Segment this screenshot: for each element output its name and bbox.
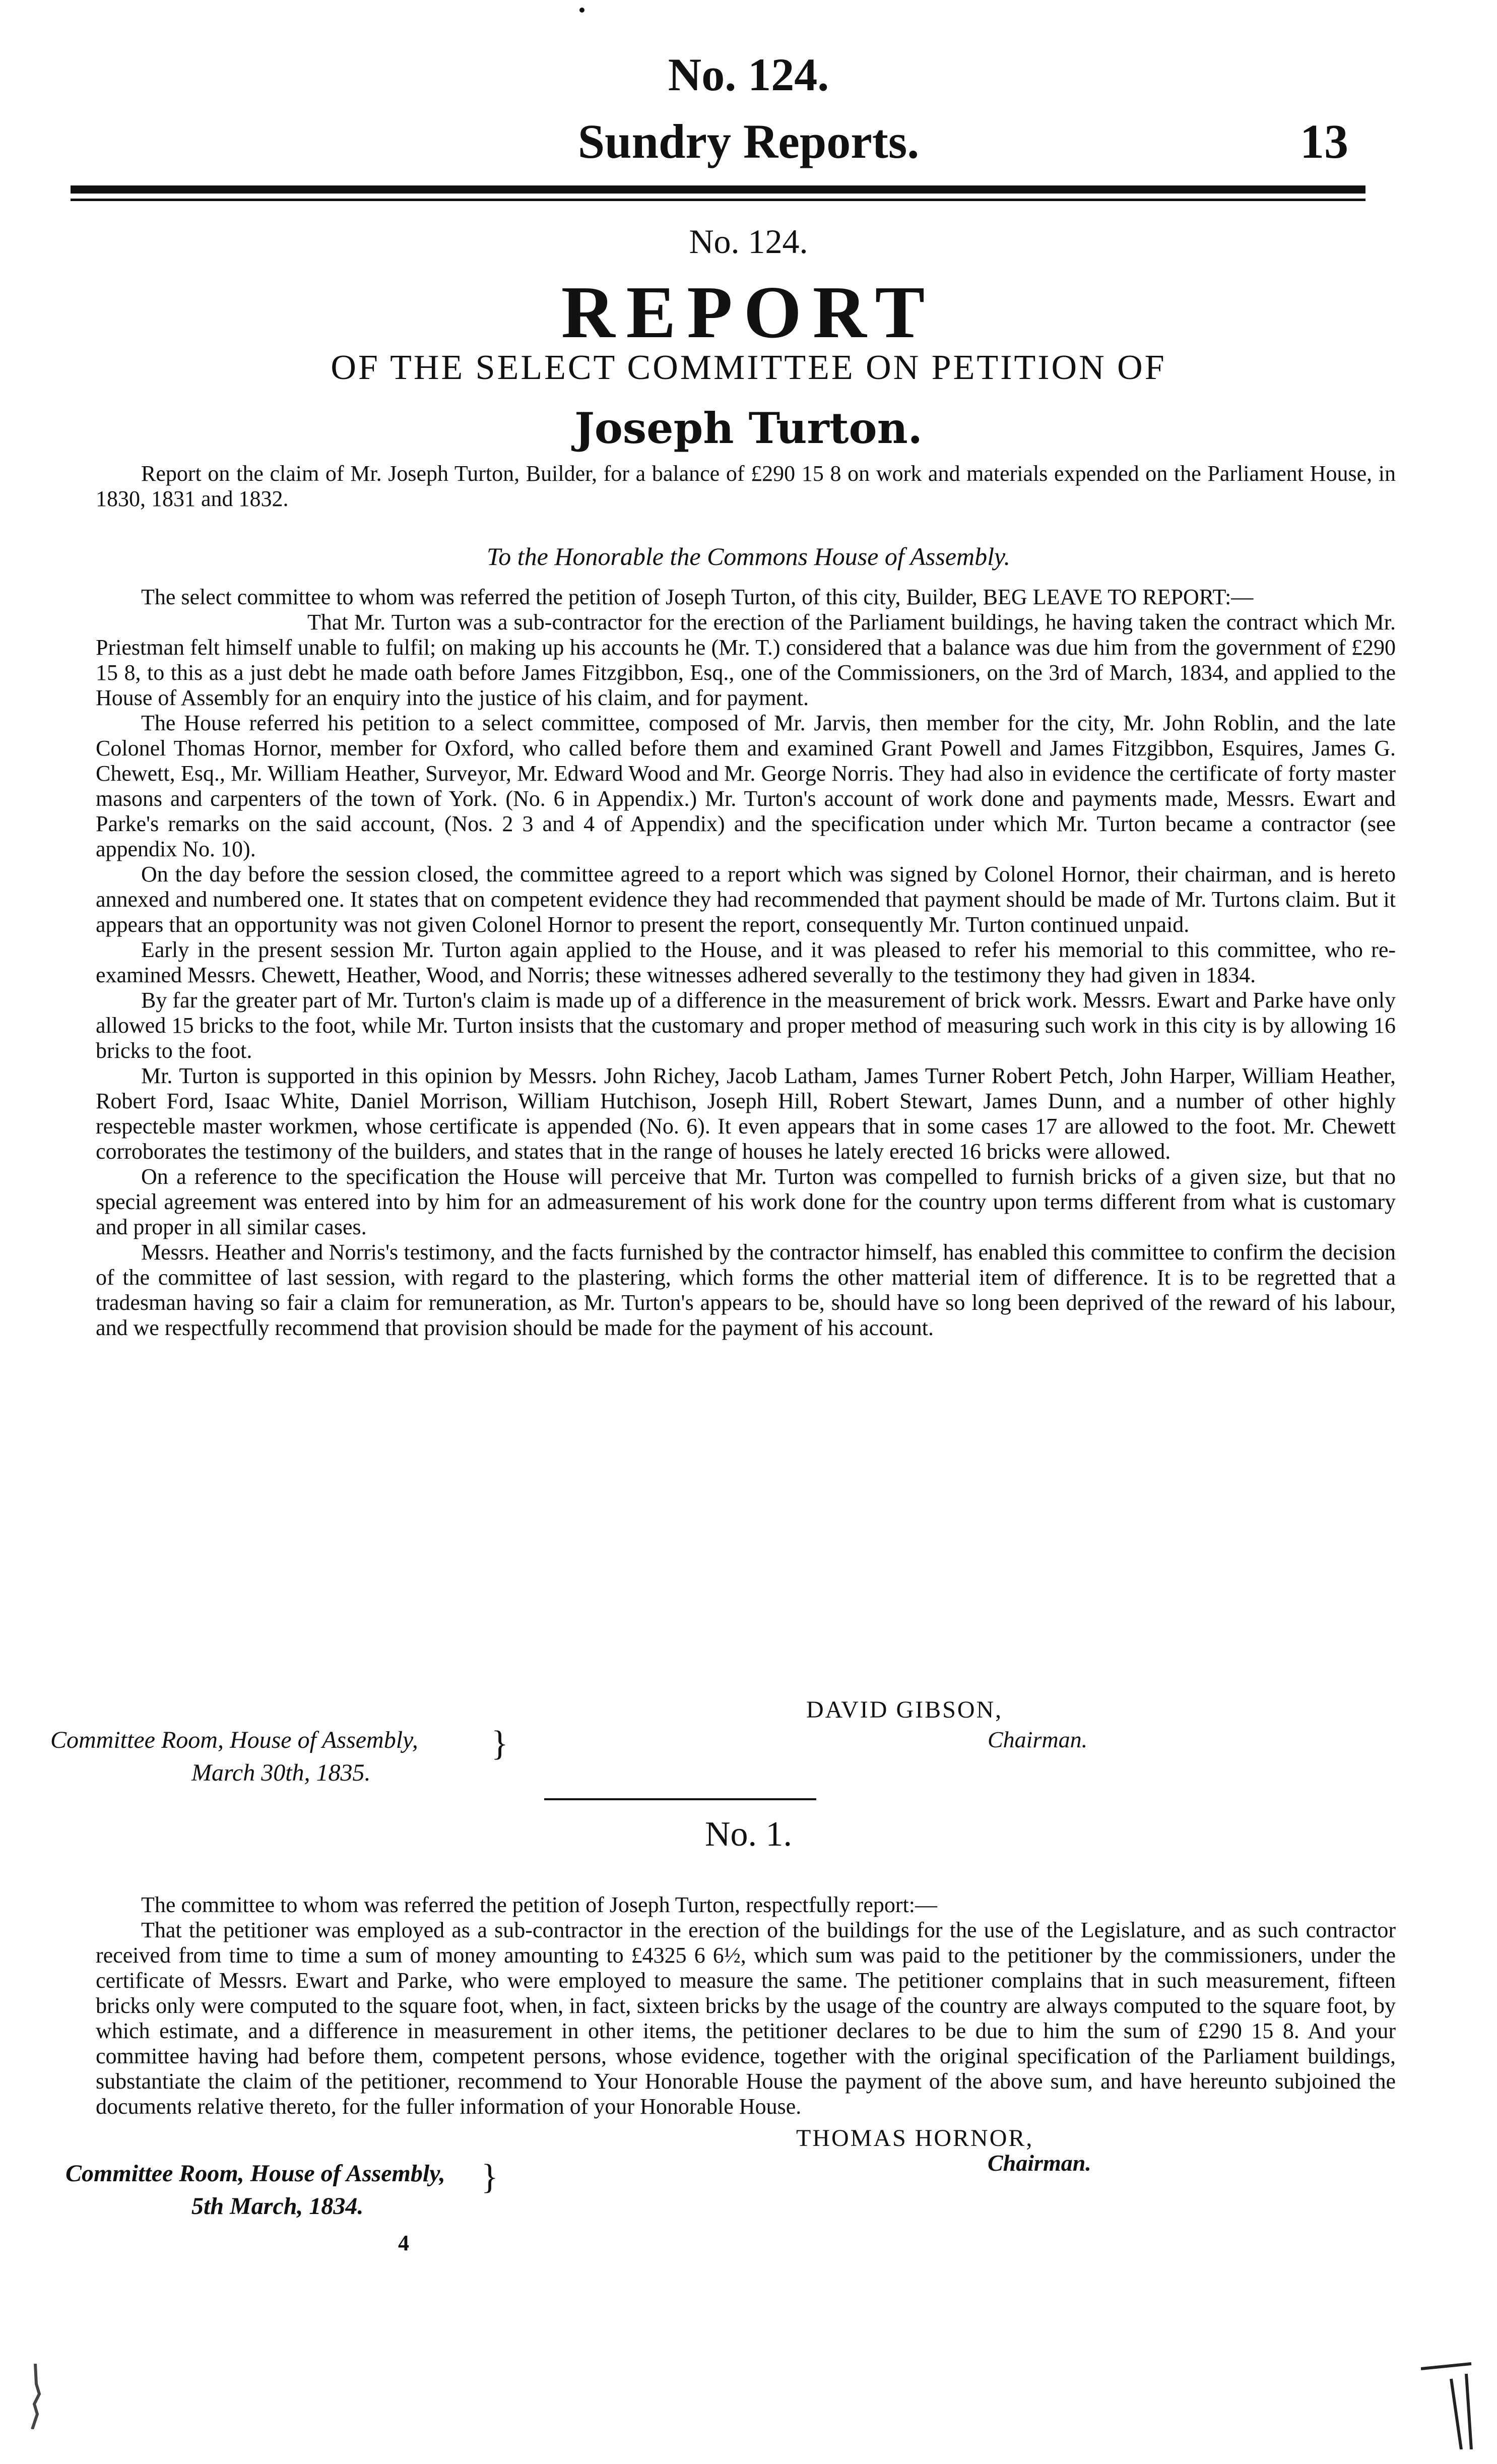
- report-number: No. 124.: [689, 222, 808, 261]
- body-paragraph: On the day before the session closed, the committee agreed to a report which was signed by Colonel Hornor, their chairman, and is hereto annexed and numbered one. It states that on competent evidence they had recommended that payment should be made of Mr. Turtons claim. But it appears that an opportunity was not given Colonel Hornor to present the report, consequently Mr. Turton continued unpaid.: [96, 862, 1396, 937]
- appendix-signature-name: THOMAS HORNOR,: [796, 2125, 1034, 2152]
- report-summary: [96, 461, 1396, 512]
- body-paragraph: The House referred his petition to a select committee, composed of Mr. Jarvis, then member for the city, Mr. John Roblin, and the late Colonel Thomas Hornor, member for Oxford, who called before them and examined Grant Powell and James Fitzgibbon, Esquires, James G. Chewett, Esq., Mr. William Heather, Surveyor, Mr. Edward Wood and Mr. George Norris. They had also in evidence the certificate of forty master masons and carpenters of the town of York. (No. 6 in Appendix.) Mr. Turton's account of work done and payments made, Messrs. Ewart and Parke's remarks on the said account, (Nos. 2 3 and 4 of Appendix) and the specification under which Mr. Turton became a contractor (see appendix No. 10).: [96, 711, 1396, 861]
- appendix-signing-location: Committee Room, House of Assembly,: [66, 2160, 445, 2187]
- ink-dot: [579, 8, 584, 13]
- margin-smudge-icon: [25, 2364, 45, 2429]
- appendix-number: No. 1.: [704, 1815, 793, 1854]
- body-paragraph: Mr. Turton is supported in this opinion by Messrs. John Richey, Jacob Latham, James Turner Robert Petch, John Harper, William Heather, Robert Ford, Isaac White, Daniel Morrison, William Hutchison, Joseph Hill, Robert Stewart, James Dunn, and a number of other highly respecteble master workmen, whose certificate is appended (No. 6). It even appears that in some cases 17 are allowed to the foot. Mr. Chewett corroborates the testimony of the builders, and states that in the range of houses he lately erected 16 bricks were allowed.: [96, 1063, 1396, 1164]
- appendix-paragraph: The committee to whom was referred the petition of Joseph Turton, respectfully report:—: [141, 1892, 937, 1917]
- petitioner-name: Joseph Turton.: [574, 403, 923, 453]
- signature-title: Chairman.: [988, 1727, 1088, 1752]
- header-number: No. 124.: [668, 49, 829, 100]
- header-rule-thick: [71, 185, 1365, 194]
- margin-binding-icon: [1421, 2359, 1481, 2449]
- report-heading: REPORT: [561, 271, 936, 354]
- report-subheading: OF THE SELECT COMMITTEE ON PETITION OF: [331, 348, 1166, 387]
- section-separator: [544, 1798, 816, 1800]
- body-paragraph: Messrs. Heather and Norris's testimony, and the facts furnished by the contractor himself, has enabled this committee to confirm the decision of the committee of last session, with regard to the plastering, which forms the other matterial item of difference. It is to be regretted that a tradesman having so fair a claim for remuneration, as Mr. Turton's appears to be, should have so long been deprived of the reward of his labour, and we respectfully recommend that provision should be made for the payment of his account.: [96, 1240, 1396, 1340]
- report-address: To the Honorable the Commons House of Assembly.: [487, 542, 1010, 571]
- header-title: Sundry Reports.: [577, 114, 920, 168]
- body-paragraph: On a reference to the specification the House will perceive that Mr. Turton was compelled to furnish bricks of a given size, but that no special agreement was entered into by him for an admeasurement of his work done for the country upon terms different from what is customary and proper in all similar cases.: [96, 1164, 1396, 1239]
- appendix-brace-mark: }: [481, 2158, 498, 2196]
- body-paragraph: That Mr. Turton was a sub-contractor for the erection of the Parliament buildings, he having taken the contract which Mr. Priestman felt himself unable to fulfil; on making up his accounts he (Mr. T.) considered that a balance was due him from the government of £290 15 8, to this as a just debt he made oath before James Fitzgibbon, Esq., one of the Commissioners, on the 3rd of March, 1834, and applied to the House of Assembly for an enquiry into the justice of his claim, and for payment.: [96, 610, 1396, 710]
- page-number: 13: [1300, 114, 1348, 168]
- signing-location: Committee Room, House of Assembly,: [50, 1727, 418, 1753]
- signing-date: March 30th, 1835.: [191, 1759, 371, 1786]
- appendix-signature-title: Chairman.: [988, 2150, 1091, 2176]
- header-rule-thin: [71, 199, 1365, 201]
- brace-mark: }: [491, 1724, 508, 1763]
- body-paragraph: By far the greater part of Mr. Turton's claim is made up of a difference in the measurement of brick work. Messrs. Ewart and Parke have only allowed 15 bricks to the foot, while Mr. Turton insists that the customary and proper method of measuring such work in this city is by allowing 16 bricks to the foot.: [96, 988, 1396, 1063]
- signature-name: DAVID GIBSON,: [806, 1696, 1003, 1723]
- folio-mark: 4: [398, 2231, 409, 2255]
- body-paragraph: The select committee to whom was referred the petition of Joseph Turton, of this city, Builder, BEG LEAVE TO REPORT:—: [141, 585, 1254, 609]
- appendix-paragraph: That the petitioner was employed as a sub-contractor in the erection of the buildings for the use of the Legislature, and as such contractor received from time to time a sum of money amounting to £4325 6 6½, which sum was paid to the petitioner by the commissioners, under the certificate of Messrs. Ewart and Parke, who were employed to measure the same. The petitioner complains that in such measurement, fifteen bricks only were computed to the square foot, when, in fact, sixteen bricks by the usage of the country are always computed to the square foot, by which estimate, and a difference in measurement in other items, the petitioner declares to be due to him the sum of £290 15 8. And your committee having had before them, competent persons, whose evidence, together with the original specification of the Parliament buildings, substantiate the claim of the petitioner, recommend to Your Honorable House the payment of the above sum, and have hereunto subjoined the documents relative thereto, for the fuller information of your Honorable House.: [96, 1918, 1396, 2119]
- report-body: [96, 585, 1396, 1341]
- summary-text: Report on the claim of Mr. Joseph Turton, Builder, for a balance of £290 15 8 on work and materials expended on the Parliament House, in 1830, 1831 and 1832.: [96, 461, 1396, 511]
- appendix-signing-date: 5th March, 1834.: [191, 2193, 364, 2220]
- body-paragraph: Early in the present session Mr. Turton again applied to the House, and it was pleased to refer his memorial to this committee, who re-examined Messrs. Chewett, Heather, Wood, and Norris; these witnesses adhered severally to the testimony they had given in 1834.: [96, 937, 1396, 987]
- appendix-body: [96, 1892, 1396, 2119]
